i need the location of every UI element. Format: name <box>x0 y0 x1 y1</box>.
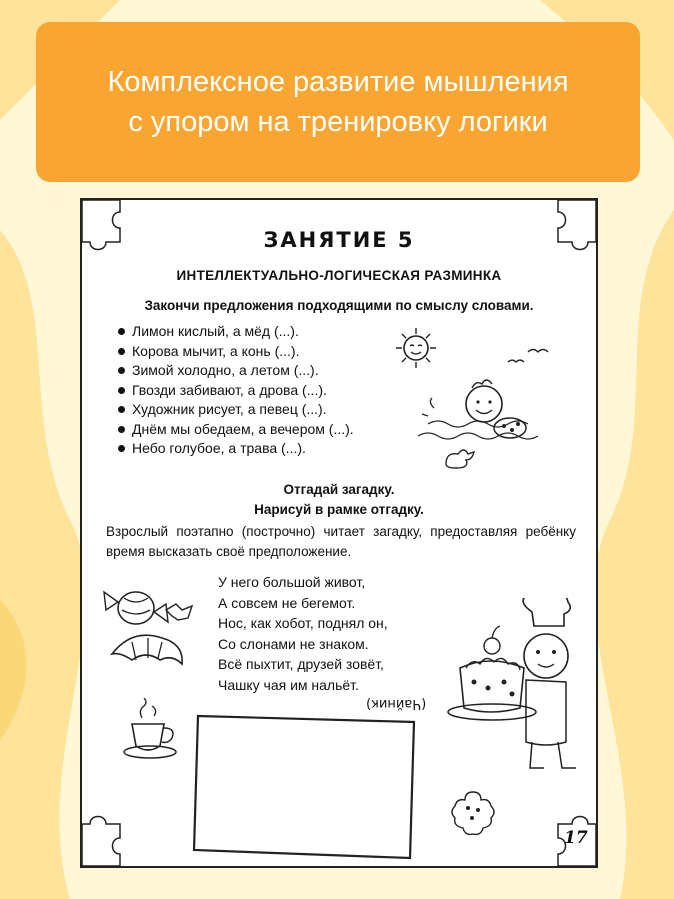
cookie-illustration <box>448 788 498 838</box>
task-instruction: Закончи предложения подходящими по смыслу словами. <box>144 298 534 313</box>
page-number: 17 <box>564 828 588 848</box>
poem-line: Всё пыхтит, друзей зовёт, <box>218 656 384 672</box>
sentence-list <box>116 322 354 459</box>
poem-line: А совсем не бегемот. <box>218 594 356 611</box>
lesson-subtitle: ИНТЕЛЛЕКТУАЛЬНО-ЛОГИЧЕСКАЯ РАЗМИНКА <box>176 268 502 283</box>
list-item: Корова мычит, а конь (...). <box>116 342 354 362</box>
riddle-heading-line-2: Нарисуй в рамке отгадку. <box>254 502 424 517</box>
teacup-illustration <box>120 698 190 768</box>
banner-line-1: Комплексное развитие мышления <box>107 66 569 98</box>
workbook-page <box>80 198 598 868</box>
sweets-illustration <box>96 582 206 682</box>
chef-boy-cake-illustration <box>442 598 588 778</box>
riddle-heading-line-1: Отгадай загадку. <box>283 482 395 497</box>
header-banner <box>36 22 640 182</box>
puzzle-corner-bottom-left-icon <box>80 798 150 868</box>
riddle-poem <box>218 572 388 695</box>
poem-line: Со слонами не знаком. <box>218 635 369 652</box>
list-item: Небо голубое, а трава (...). <box>116 439 354 459</box>
banner-line-2: с упором на тренировку логики <box>128 106 548 138</box>
riddle-note: Взрослый поэтапно (построчно) читает загадку, предоставляя ребёнку время высказать своё предположение. <box>106 524 576 559</box>
list-item: Лимон кислый, а мёд (...). <box>116 322 354 342</box>
summer-kid-illustration <box>388 324 558 484</box>
list-item: Художник рисует, а певец (...). <box>116 400 354 420</box>
poem-line: Чашку чая им нальёт. <box>218 676 359 693</box>
poem-line: У него большой живот, <box>218 574 366 590</box>
list-item: Зимой холодно, а летом (...). <box>116 361 354 381</box>
poem-line: Нос, как хобот, поднял он, <box>218 615 388 631</box>
list-item: Гвозди забивают, а дрова (...). <box>116 381 354 401</box>
drawing-frame[interactable] <box>190 712 420 862</box>
riddle-heading <box>82 480 596 520</box>
riddle-answer: (Чайник) <box>366 696 427 711</box>
list-item: Днём мы обедаем, а вечером (...). <box>116 420 354 440</box>
lesson-title: ЗАНЯТИЕ 5 <box>263 228 415 252</box>
